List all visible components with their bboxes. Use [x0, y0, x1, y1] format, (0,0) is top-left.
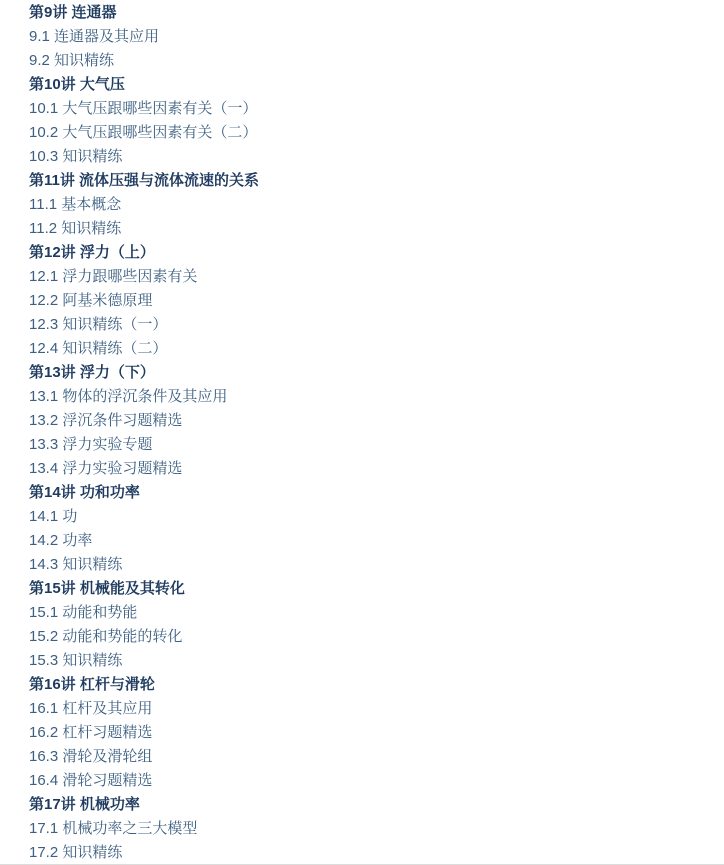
- lesson-item: 16.4 滑轮习题精选: [29, 772, 153, 789]
- lesson-item: 13.3 浮力实验专题: [29, 436, 153, 453]
- lesson-item: 16.3 滑轮及滑轮组: [29, 748, 153, 765]
- lesson-item: 10.3 知识精练: [29, 148, 123, 165]
- chapter-heading: 第9讲 连通器: [29, 4, 117, 21]
- lesson-item: 17.1 机械功率之三大模型: [29, 820, 198, 837]
- lesson-item: 15.3 知识精练: [29, 652, 123, 669]
- lesson-item: 17.2 知识精练: [29, 844, 123, 861]
- lesson-item: 16.2 杠杆习题精选: [29, 724, 153, 741]
- chapter-heading: 第15讲 机械能及其转化: [29, 580, 185, 597]
- lesson-item: 13.1 物体的浮沉条件及其应用: [29, 388, 228, 405]
- chapter-heading: 第13讲 浮力（下）: [29, 364, 155, 381]
- lesson-item: 14.2 功率: [29, 532, 93, 549]
- chapter-heading: 第11讲 流体压强与流体流速的关系: [29, 172, 260, 189]
- lesson-item: 12.4 知识精练（二）: [29, 340, 168, 357]
- lesson-item: 11.1 基本概念: [29, 196, 122, 213]
- lesson-item: 14.1 功: [29, 508, 78, 525]
- lesson-item: 11.2 知识精练: [29, 220, 122, 237]
- lesson-item: 12.2 阿基米德原理: [29, 292, 153, 309]
- lesson-item: 16.1 杠杆及其应用: [29, 700, 153, 717]
- lesson-item: 9.2 知识精练: [29, 52, 115, 69]
- lesson-item: 15.1 动能和势能: [29, 604, 138, 621]
- lesson-item: 9.1 连通器及其应用: [29, 28, 160, 45]
- chapter-heading: 第16讲 杠杆与滑轮: [29, 676, 155, 693]
- lesson-item: 15.2 动能和势能的转化: [29, 628, 183, 645]
- lesson-item: 13.2 浮沉条件习题精选: [29, 412, 183, 429]
- lesson-item: 12.3 知识精练（一）: [29, 316, 168, 333]
- chapter-heading: 第12讲 浮力（上）: [29, 244, 155, 261]
- lesson-item: 13.4 浮力实验习题精选: [29, 460, 183, 477]
- lesson-item: 12.1 浮力跟哪些因素有关: [29, 268, 198, 285]
- lesson-item: 10.1 大气压跟哪些因素有关（一）: [29, 100, 258, 117]
- lesson-item: 14.3 知识精练: [29, 556, 123, 573]
- lesson-item: 10.2 大气压跟哪些因素有关（二）: [29, 124, 258, 141]
- chapter-heading: 第17讲 机械功率: [29, 796, 140, 813]
- chapter-heading: 第10讲 大气压: [29, 76, 125, 93]
- chapter-heading: 第14讲 功和功率: [29, 484, 140, 501]
